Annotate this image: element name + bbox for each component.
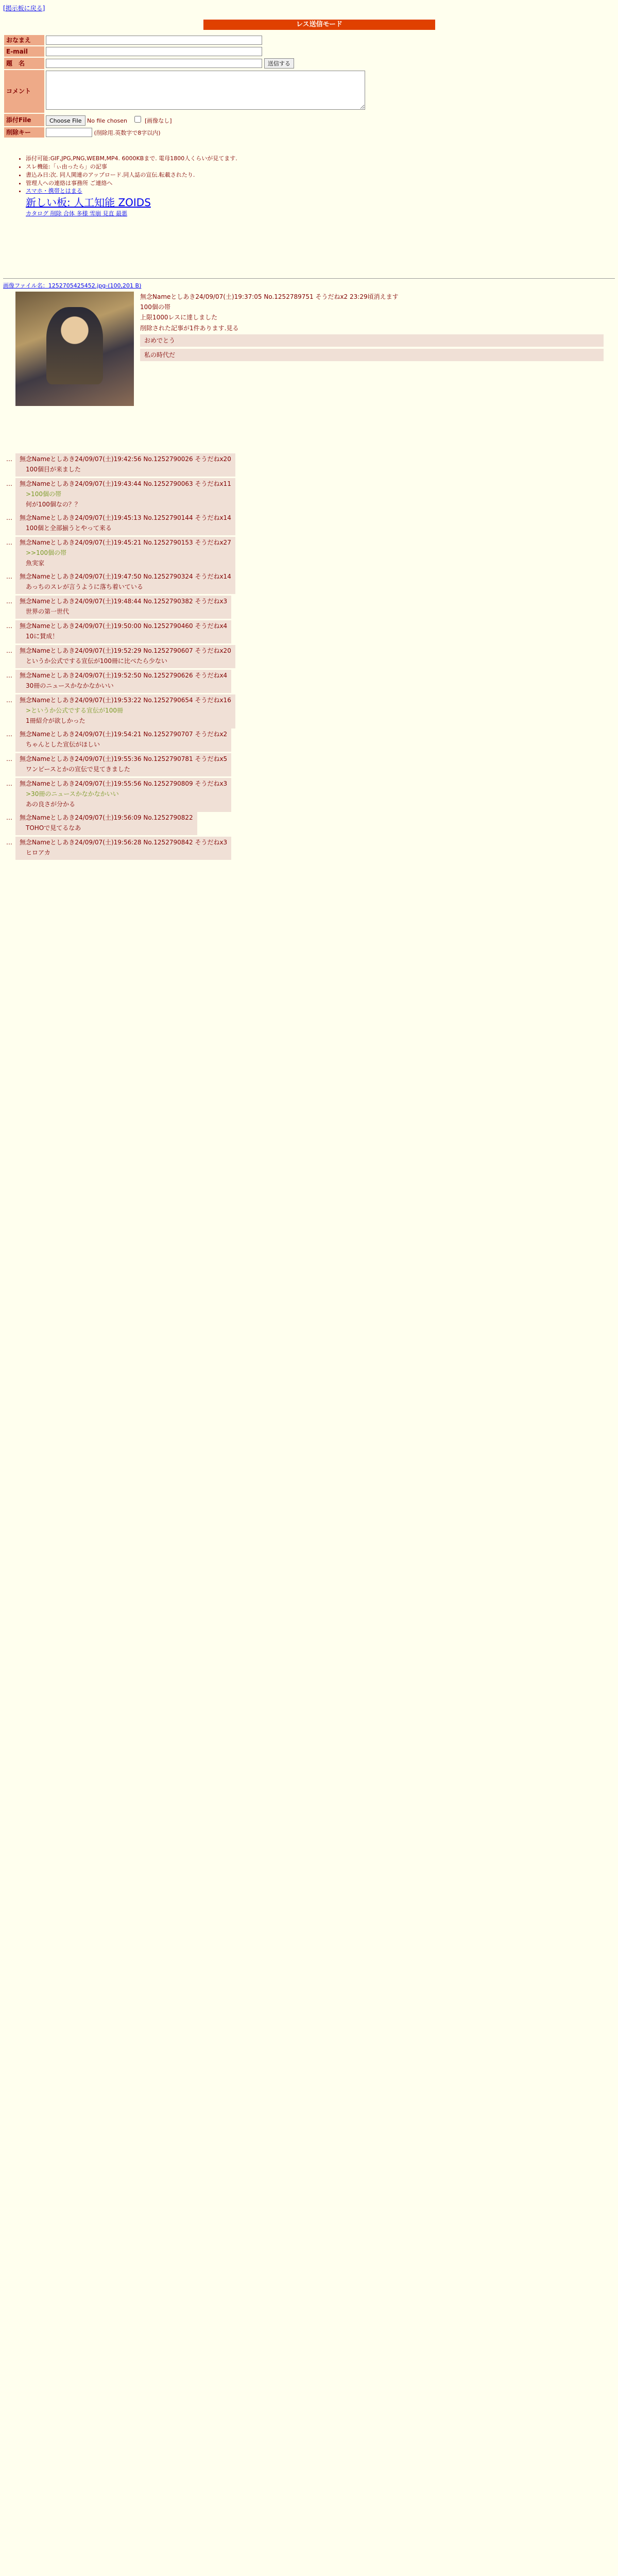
reply-header: 無念Nameとしあき24/09/07(土)19:45:21 No.1252790153 そうだねx27 bbox=[20, 539, 231, 546]
subject-input[interactable] bbox=[46, 59, 262, 68]
op-header: 無念Nameとしあき24/09/07(土)19:37:05 No.1252789751 そうだねx2 23:29頃消えます bbox=[140, 293, 399, 300]
reply-header: 無念Nameとしあき24/09/07(土)19:56:28 No.1252790842 そうだねx3 bbox=[20, 839, 228, 846]
delete-key-input[interactable] bbox=[46, 128, 92, 137]
reply-header: 無念Nameとしあき24/09/07(土)19:55:36 No.1252790781 そうだねx5 bbox=[20, 755, 228, 762]
reply-header: 無念Nameとしあき24/09/07(土)19:48:44 No.1252790382 そうだねx3 bbox=[20, 598, 228, 605]
op-line: 100個の帯 bbox=[140, 303, 170, 311]
reply-line: 30冊のニュースかなかなかいい bbox=[26, 682, 114, 690]
reply-marker: … bbox=[6, 780, 12, 787]
reply-header: 無念Nameとしあき24/09/07(土)19:56:09 No.1252790822 bbox=[20, 814, 193, 821]
reply-line: ちゃんとした宣伝がほしい bbox=[26, 741, 100, 749]
reply-marker: … bbox=[6, 455, 12, 463]
reply-line: >というか公式でする宣伝が100冊 bbox=[26, 707, 123, 715]
thread-separator bbox=[3, 278, 615, 279]
comment-label: コメント bbox=[4, 70, 44, 112]
notice-link bbox=[26, 188, 417, 195]
reply-post bbox=[15, 694, 235, 728]
note-item: • スレ機能:「ぃ由ったら」の記事 bbox=[26, 163, 417, 171]
reply-header: 無念Nameとしあき24/09/07(土)19:53:22 No.1252790654 そうだねx16 bbox=[20, 697, 231, 704]
reply-header: 無念Nameとしあき24/09/07(土)19:42:56 No.1252790026 そうだねx20 bbox=[20, 455, 231, 463]
reply-header: 無念Nameとしあき24/09/07(土)19:45:13 No.1252790144 そうだねx14 bbox=[20, 514, 231, 521]
choose-file-button[interactable]: Choose File bbox=[46, 115, 85, 126]
reply-post bbox=[15, 596, 231, 619]
delete-key-note: (削除用.英数字で8字以内) bbox=[94, 129, 161, 137]
reply-line: 10に賛成！ bbox=[26, 633, 59, 640]
reply-header: 無念Nameとしあき24/09/07(土)19:50:00 No.1252790460 そうだねx4 bbox=[20, 622, 228, 630]
reply-line: 魚実家 bbox=[26, 560, 45, 567]
file-label: 添付File bbox=[4, 114, 44, 127]
reply-line: 何が100個なの？？ bbox=[26, 501, 81, 509]
reply-mode-banner: レス送信モード bbox=[203, 20, 435, 30]
name-label: おなまえ bbox=[4, 35, 44, 45]
reply-marker: … bbox=[6, 539, 12, 546]
reply-post bbox=[15, 478, 235, 512]
reply-line: 100個目が来ました bbox=[26, 466, 81, 473]
reply-line: あっちのスレが言うように落ち着いている bbox=[26, 583, 143, 591]
thread-image-link[interactable]: 画像ファイル名：1252705425452.jpg-(100,201 B) bbox=[3, 282, 142, 289]
op-line: 私の時代だ bbox=[140, 349, 604, 361]
posting-notes bbox=[19, 155, 417, 218]
reply-line: ヒロアカ bbox=[26, 849, 50, 857]
reply-marker: … bbox=[6, 573, 12, 580]
delete-key-label: 削除キー bbox=[4, 127, 44, 138]
back-to-board-link[interactable]: [掲示板に戻る] bbox=[3, 5, 45, 12]
no-image-checkbox[interactable] bbox=[134, 116, 141, 123]
reply-line: >30冊のニュースかなかなかいい bbox=[26, 790, 119, 798]
reply-header: 無念Nameとしあき24/09/07(土)19:52:29 No.1252790607 そうだねx20 bbox=[20, 647, 231, 654]
catalog-links[interactable]: カタログ 削除 合体 多様 雪崩 見直 最悪 bbox=[26, 210, 127, 217]
reply-post bbox=[15, 778, 231, 812]
reply-post bbox=[15, 837, 231, 860]
op-line: おめでとう bbox=[140, 334, 604, 347]
email-label: E-mail bbox=[4, 46, 44, 57]
reply-line: あの良さが分かる bbox=[26, 801, 76, 808]
reply-post bbox=[15, 670, 231, 693]
reply-line: TOHOで見てるなあ bbox=[26, 824, 81, 832]
reply-line: >100個の帯 bbox=[26, 490, 61, 498]
thread-thumbnail-image[interactable] bbox=[15, 292, 134, 406]
reply-post bbox=[15, 512, 235, 535]
email-input[interactable] bbox=[46, 47, 262, 56]
big-link-item bbox=[26, 196, 417, 210]
reply-marker: … bbox=[6, 731, 12, 738]
reply-post bbox=[15, 812, 197, 835]
op-line: 上限1000レスに達しました bbox=[140, 314, 218, 321]
comment-textarea[interactable] bbox=[46, 71, 365, 110]
reply-marker: … bbox=[6, 480, 12, 487]
notice-anchor[interactable]: スマホ・携帯とはまる bbox=[26, 188, 82, 195]
reply-header: 無念Nameとしあき24/09/07(土)19:52:50 No.1252790626 そうだねx4 bbox=[20, 672, 228, 679]
op-post bbox=[140, 293, 604, 363]
reply-post bbox=[15, 753, 231, 776]
reply-marker: … bbox=[6, 647, 12, 654]
file-status: No file chosen bbox=[87, 117, 127, 124]
reply-marker: … bbox=[6, 814, 12, 821]
reply-marker: … bbox=[6, 839, 12, 846]
reply-line: というか公式でする宣伝が100冊に比べたら少ない bbox=[26, 657, 167, 665]
new-board-link[interactable]: 新しい板: 人工知能 ZOIDS bbox=[26, 196, 151, 209]
reply-marker: … bbox=[6, 598, 12, 605]
op-line: 削除された記事が1件あります.見る bbox=[140, 324, 239, 332]
reply-line: >>100個の帯 bbox=[26, 549, 67, 557]
reply-header: 無念Nameとしあき24/09/07(土)19:55:56 No.1252790809 そうだねx3 bbox=[20, 780, 228, 787]
reply-post bbox=[15, 537, 235, 571]
catalog-links-item bbox=[26, 210, 417, 218]
reply-post bbox=[15, 728, 231, 752]
reply-marker: … bbox=[6, 697, 12, 704]
note-item: • 書込み日:次. 同人関連のアップロード.同人誌の宣伝.転載されたり. bbox=[26, 172, 417, 179]
top-navigation bbox=[3, 4, 45, 12]
thread-file-info bbox=[3, 282, 141, 290]
reply-header: 無念Nameとしあき24/09/07(土)19:47:50 No.1252790324 そうだねx14 bbox=[20, 573, 231, 580]
reply-marker: … bbox=[6, 622, 12, 630]
note-item: • 添付可能:GIF,JPG,PNG,WEBM,MP4. 6000KBまで. 電母1800人くらいが見てます. bbox=[26, 155, 417, 163]
reply-post bbox=[15, 620, 231, 643]
reply-post bbox=[15, 571, 235, 594]
reply-line: 世界の第一世代 bbox=[26, 608, 70, 616]
subject-label: 題 名 bbox=[4, 58, 44, 69]
note-item: • 管理人への連絡は事務所 ご連絡へ bbox=[26, 180, 417, 188]
name-input[interactable] bbox=[46, 36, 262, 45]
reply-line: 1冊紹介が欲しかった bbox=[26, 717, 85, 725]
reply-post bbox=[15, 453, 235, 477]
reply-marker: … bbox=[6, 672, 12, 679]
reply-marker: … bbox=[6, 514, 12, 521]
reply-post bbox=[15, 645, 235, 668]
post-form bbox=[3, 34, 374, 139]
reply-header: 無念Nameとしあき24/09/07(土)19:54:21 No.1252790707 そうだねx2 bbox=[20, 731, 228, 738]
reply-marker: … bbox=[6, 755, 12, 762]
reply-line: 100個と全部揃うとやって来る bbox=[26, 524, 112, 532]
reply-line: ワンピースとかの宣伝で見てきました bbox=[26, 766, 130, 773]
reply-header: 無念Nameとしあき24/09/07(土)19:43:44 No.1252790063 そうだねx11 bbox=[20, 480, 231, 487]
no-image-label: [画像なし] bbox=[144, 117, 172, 124]
submit-button[interactable]: 送信する bbox=[264, 58, 294, 69]
